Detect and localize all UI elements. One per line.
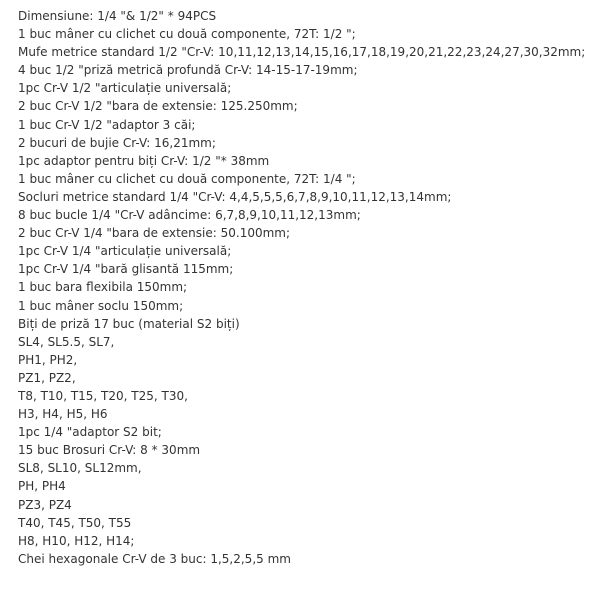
spec-line: 1 buc Cr-V 1/2 "adaptor 3 căi; [18, 117, 196, 132]
spec-line: 1pc Cr-V 1/4 "bară glisantă 115mm; [18, 262, 234, 277]
spec-line: 1pc adaptor pentru biți Cr-V: 1/2 "* 38mm [18, 153, 270, 168]
spec-line: Dimensiune: 1/4 "& 1/2" * 94PCS [18, 9, 217, 23]
spec-line: 2 buc Cr-V 1/4 "bara de extensie: 50.100mm; [18, 226, 291, 241]
spec-line: PH, PH4 [18, 479, 66, 494]
spec-line: H3, H4, H5, H6 [18, 407, 108, 422]
spec-line: 1 buc mâner cu clichet cu două componente, 72T: 1/4 "; [18, 171, 356, 186]
spec-line: 1pc 1/4 "adaptor S2 bit; [18, 425, 162, 440]
spec-line: 1 buc mâner cu clichet cu două componente, 72T: 1/2 "; [18, 27, 356, 42]
spec-line: Socluri metrice standard 1/4 "Cr-V: 4,4,5,5,5,6,7,8,9,10,11,12,13,14mm; [18, 189, 452, 204]
spec-line: PH1, PH2, [18, 352, 78, 367]
spec-line: 1 buc bara flexibila 150mm; [18, 280, 188, 295]
spec-line: Chei hexagonale Cr-V de 3 buc: 1,5,2,5,5 mm [18, 551, 291, 566]
spec-line: T8, T10, T15, T20, T25, T30, [18, 388, 188, 403]
spec-line: 2 bucuri de bujie Cr-V: 16,21mm; [18, 135, 216, 150]
spec-line: 1pc Cr-V 1/2 "articulație universală; [18, 81, 232, 96]
spec-line: T40, T45, T50, T55 [18, 515, 132, 530]
spec-line: 4 buc 1/2 "priză metrică profundă Cr-V: 14-15-17-19mm; [18, 63, 358, 78]
spec-line: 2 buc Cr-V 1/2 "bara de extensie: 125.250mm; [18, 99, 298, 114]
spec-line: 1pc Cr-V 1/4 "articulație universală; [18, 244, 232, 259]
spec-line: Mufe metrice standard 1/2 "Cr-V: 10,11,12,13,14,15,16,17,18,19,20,21,22,23,24,27,30,32mm; [18, 45, 586, 60]
spec-line: Biți de priză 17 buc (material S2 biți) [18, 316, 240, 331]
spec-line: 8 buc bucle 1/4 "Cr-V adâncime: 6,7,8,9,10,11,12,13mm; [18, 208, 361, 223]
spec-line: 15 buc Brosuri Cr-V: 8 * 30mm [18, 443, 201, 458]
spec-line: SL8, SL10, SL12mm, [18, 461, 142, 476]
spec-line: PZ3, PZ4 [18, 497, 72, 512]
spec-line: 1 buc mâner soclu 150mm; [18, 298, 184, 313]
spec-line: SL4, SL5.5, SL7, [18, 334, 115, 349]
product-specification-text [18, 7, 594, 568]
spec-line: H8, H10, H12, H14; [18, 533, 135, 548]
spec-line: PZ1, PZ2, [18, 370, 76, 385]
